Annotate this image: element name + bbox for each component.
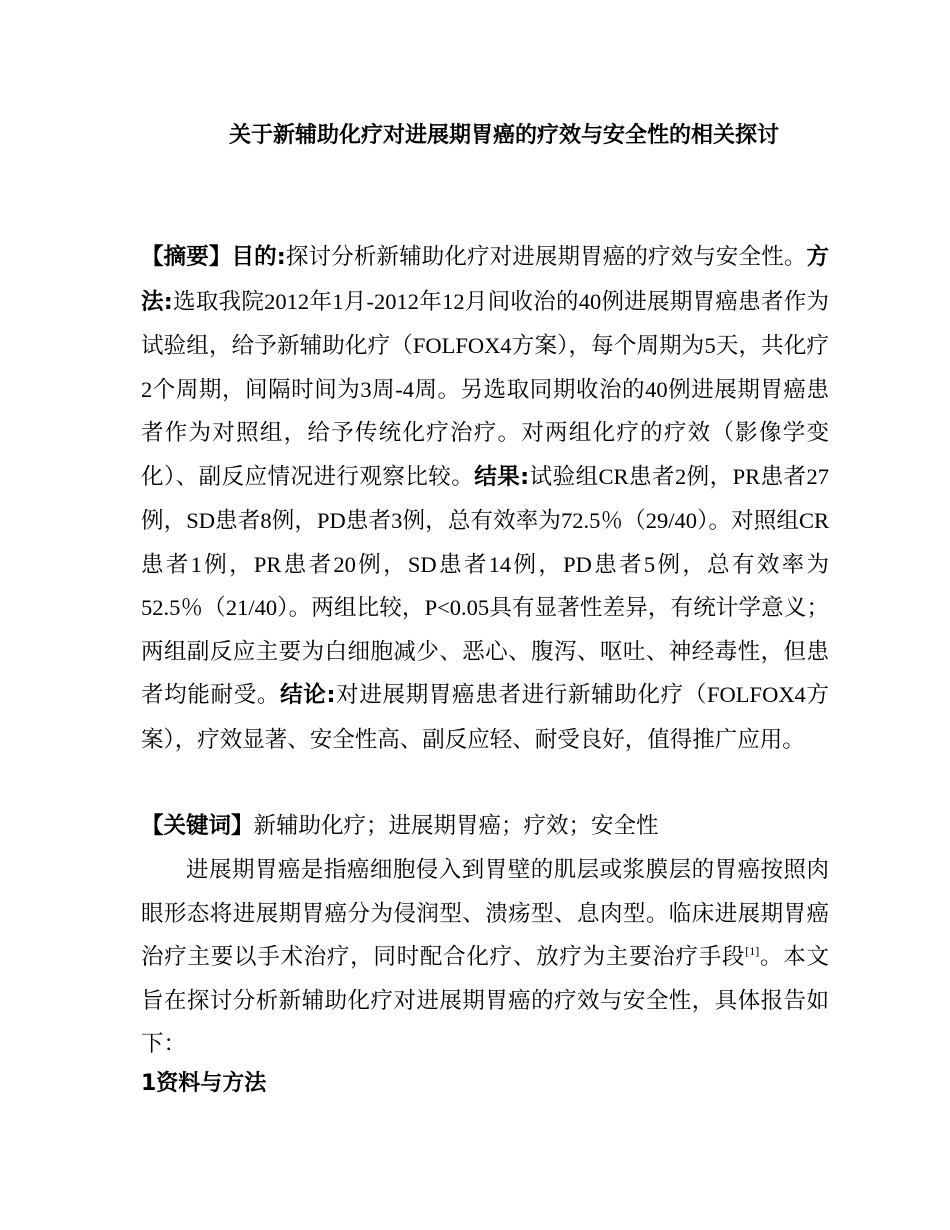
reference-marker[interactable]: [1] xyxy=(745,944,760,958)
intro-text: 进展期胃癌是指癌细胞侵入到胃壁的肌层或浆膜层的胃癌按照肉眼形态将进展期胃癌分为侵润型、溃疡型、息肉型。临床进展期胃癌治疗主要以手术治疗，同时配合化疗、放疗为主要治疗手段 xyxy=(141,857,829,969)
abstract-paragraph xyxy=(141,235,829,761)
method-text: 选取我院2012年1月-2012年12月间收治的40例进展期胃癌患者作为试验组，给予新辅助化疗（FOLFOX4方案），每个周期为5天，共化疗2个周期，间隔时间为3周-4周。另选取同期收治的40例进展期胃癌患者作为对照组，给予传统化疗治疗。对两组化疗的疗效（影像学变化）、副反应情况进行观察比较。 xyxy=(141,288,829,489)
keywords-text: 新辅助化疗；进展期胃癌；疗效；安全性 xyxy=(253,813,659,838)
abstract-label: 【摘要】 xyxy=(141,244,232,270)
method-label: 方法: xyxy=(141,244,829,315)
result-text: 试验组CR患者2例，PR患者27例，SD患者8例，PD患者3例，总有效率为72.5％（29/40）。对照组CR患者1例，PR患者20例，SD患者14例，PD患者5例，总有效率为52.5％（21/40）。两组比较，P<0.05具有显著性差异，有统计学意义；两组副反应主要为白细胞减少、恶心、腹泻、呕吐、神经毒性，但患者均能耐受。 xyxy=(141,463,829,707)
purpose-label: 目的: xyxy=(231,244,286,270)
conclusion-label: 结论: xyxy=(280,682,336,708)
result-label: 结果: xyxy=(474,463,530,490)
document-title: 关于新辅助化疗对进展期胃癌的疗效与安全性的相关探讨 xyxy=(229,123,780,148)
intro-paragraph xyxy=(141,848,829,1066)
keywords-label: 【关键词】 xyxy=(141,813,254,839)
intro-text-continued: 。本文旨在探讨分析新辅助化疗对进展期胃癌的疗效与安全性，具体报告如下： xyxy=(141,944,829,1056)
conclusion-text: 对进展期胃癌患者进行新辅助化疗（FOLFOX4方案），疗效显著、安全性高、副反应轻、耐受良好，值得推广应用。 xyxy=(141,682,829,752)
purpose-text: 探讨分析新辅助化疗对进展期胃癌的疗效与安全性。 xyxy=(285,244,807,269)
keywords-paragraph xyxy=(141,804,829,849)
section-heading: 1资料与方法 xyxy=(141,1071,267,1096)
